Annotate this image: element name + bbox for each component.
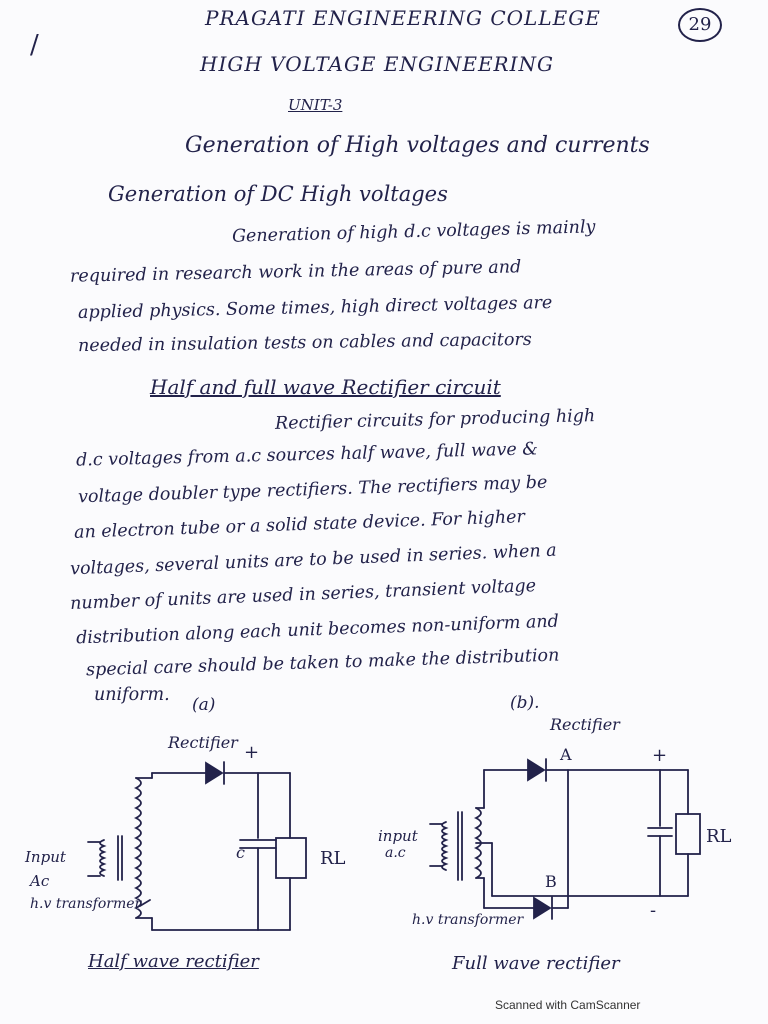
diagram-a-input-ac-label: Ac	[30, 872, 50, 890]
diagram-a-load-label: RL	[320, 848, 346, 869]
section-line: voltage doubler type rectifiers. The rectifiers may be	[77, 472, 548, 508]
section-line: special care should be taken to make the distribution	[85, 645, 560, 681]
section-line: uniform.	[94, 685, 170, 705]
diagram-b-transformer-label: h.v transformer	[412, 912, 524, 928]
section-line: number of units are used in series, transient voltage	[69, 576, 537, 614]
diagram-b-load-label: RL	[706, 826, 732, 847]
intro-line: Generation of high d.c voltages is mainly	[231, 217, 596, 247]
section-heading: Half and full wave Rectifier circuit	[150, 375, 501, 399]
scanner-watermark: Scanned with CamScanner	[495, 998, 641, 1012]
diagram-a-caption: Half wave rectifier	[88, 951, 259, 972]
diagram-a-transformer-label: h.v transformer	[30, 896, 142, 912]
section-line: distribution along each unit becomes non-uniform and	[75, 611, 560, 649]
subject-name: HIGH VOLTAGE ENGINEERING	[200, 52, 554, 76]
diagram-a-input-label: Input	[25, 848, 66, 866]
diagram-b-minus: -	[650, 900, 657, 921]
sub-title: Generation of DC High voltages	[108, 182, 448, 206]
diagram-a-rectifier-label: Rectifier	[168, 733, 238, 752]
tick-mark: /	[30, 30, 39, 60]
diagram-b-caption: Full wave rectifier	[452, 953, 620, 974]
college-name: PRAGATI ENGINEERING COLLEGE	[205, 6, 601, 30]
intro-line: required in research work in the areas of pure and	[69, 257, 522, 287]
diagram-a-capacitor-label: c	[236, 843, 245, 862]
unit-label: UNIT-3	[288, 96, 343, 114]
diagram-b-label: (b).	[510, 693, 540, 713]
section-line: Rectifier circuits for producing high	[274, 406, 596, 434]
diagram-b-input-ac-label: a.c	[385, 845, 406, 861]
diagram-b-rectifier-label: Rectifier	[550, 715, 620, 734]
intro-line: applied physics. Some times, high direct voltages are	[77, 293, 553, 323]
full-wave-circuit	[430, 759, 700, 919]
section-line: d.c voltages from a.c sources half wave, full wave &	[75, 439, 539, 471]
diagram-a-plus: +	[244, 742, 260, 763]
section-line: an electron tube or a solid state device. For higher	[73, 507, 526, 543]
diagram-b-plus: +	[652, 745, 668, 766]
page-number: 29	[678, 8, 722, 42]
diagram-a-label: (a)	[192, 695, 216, 715]
diagram-b-diode-b-label: B	[545, 872, 557, 891]
intro-line: needed in insulation tests on cables and capacitors	[77, 329, 532, 357]
section-line: voltages, several units are to be used in series. when a	[69, 540, 558, 580]
diagram-b-diode-a-label: A	[560, 745, 572, 764]
main-title: Generation of High voltages and currents	[185, 133, 650, 158]
diagram-b-input-label: input	[378, 827, 418, 845]
